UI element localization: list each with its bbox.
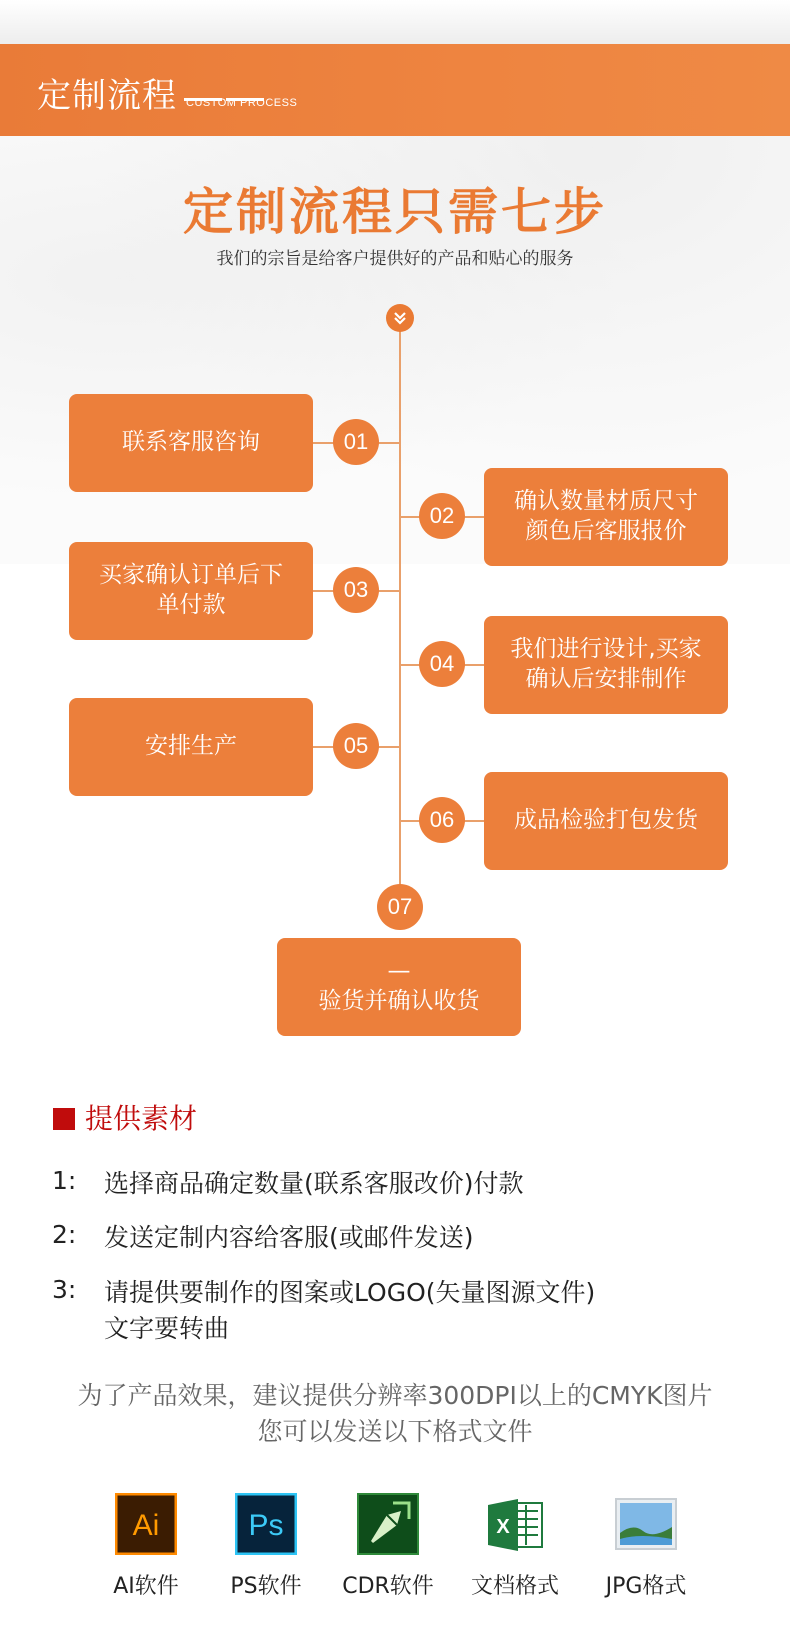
red-square-icon [53,1108,75,1130]
software-label: AI软件 [113,1574,179,1599]
list-item [52,1275,595,1347]
format-note: 您可以发送以下格式文件 [257,1417,533,1446]
step-number-03: 03 [333,567,379,613]
materials-title: 提供素材 [85,1102,198,1135]
step-box-04 [484,616,728,714]
software-ps [216,1493,316,1600]
illustrator-icon [115,1493,177,1555]
list-text: 发送定制内容给客服(或邮件发送) [104,1223,474,1252]
software-label: JPG格式 [605,1574,687,1599]
step-label: 联系客服咨询 [122,429,260,456]
step-label: 买家确认订单后下 单付款 [99,562,283,618]
timeline-line [399,322,401,892]
double-chevron-down-icon [386,304,414,332]
software-cdr [338,1493,438,1600]
coreldraw-icon [357,1493,419,1555]
step-box-05 [69,698,313,796]
jpg-image-icon [615,1493,677,1555]
excel-icon [484,1493,546,1555]
software-doc [465,1493,565,1600]
materials-heading [53,1097,197,1137]
banner-subtitle: CUSTOM PROCESS [186,97,298,109]
step-number-04: 04 [419,641,465,687]
step-number-01: 01 [333,419,379,465]
software-label: 文档格式 [470,1574,559,1599]
step-box-01 [69,394,313,492]
list-number: 3: [52,1275,77,1304]
software-jpg [596,1493,696,1600]
step-label: 我们进行设计,买家 确认后安排制作 [510,636,702,692]
photoshop-icon [235,1493,297,1555]
step-label: 安排生产 [145,733,237,760]
step-box-07 [277,938,521,1036]
list-item [52,1220,474,1256]
list-number: 1: [52,1166,77,1195]
banner-title: 定制流程 [37,76,177,116]
excel-icon-text: X [496,1516,510,1538]
page-title: 定制流程只需七步 [183,183,607,241]
software-label: PS软件 [230,1574,302,1599]
step-box-03 [69,542,313,640]
list-text: 选择商品确定数量(联系客服改价)付款 [104,1169,524,1198]
step-box-02 [484,468,728,566]
step-label: 成品检验打包发货 [514,807,698,834]
photoshop-icon-text: Ps [248,1509,284,1542]
page-subtitle: 我们的宗旨是给客户提供好的产品和贴心的服务 [216,249,574,269]
section-banner [0,44,790,136]
top-strip [0,0,790,44]
step-number-07: 07 [377,884,423,930]
list-text: 请提供要制作的图案或LOGO(矢量图源文件) 文字要转曲 [104,1278,596,1343]
step-label: — 验货并确认收货 [318,958,480,1014]
step-box-06 [484,772,728,870]
step-number-02: 02 [419,493,465,539]
software-ai [96,1493,196,1600]
step-number-06: 06 [419,797,465,843]
list-item [52,1166,524,1202]
step-label: 确认数量材质尺寸 颜色后客服报价 [514,488,698,544]
illustrator-icon-text: Ai [132,1509,160,1542]
step-number-05: 05 [333,723,379,769]
resolution-note: 为了产品效果，建议提供分辨率300DPI以上的CMYK图片 [77,1381,713,1410]
list-number: 2: [52,1220,77,1249]
software-label: CDR软件 [342,1574,434,1599]
